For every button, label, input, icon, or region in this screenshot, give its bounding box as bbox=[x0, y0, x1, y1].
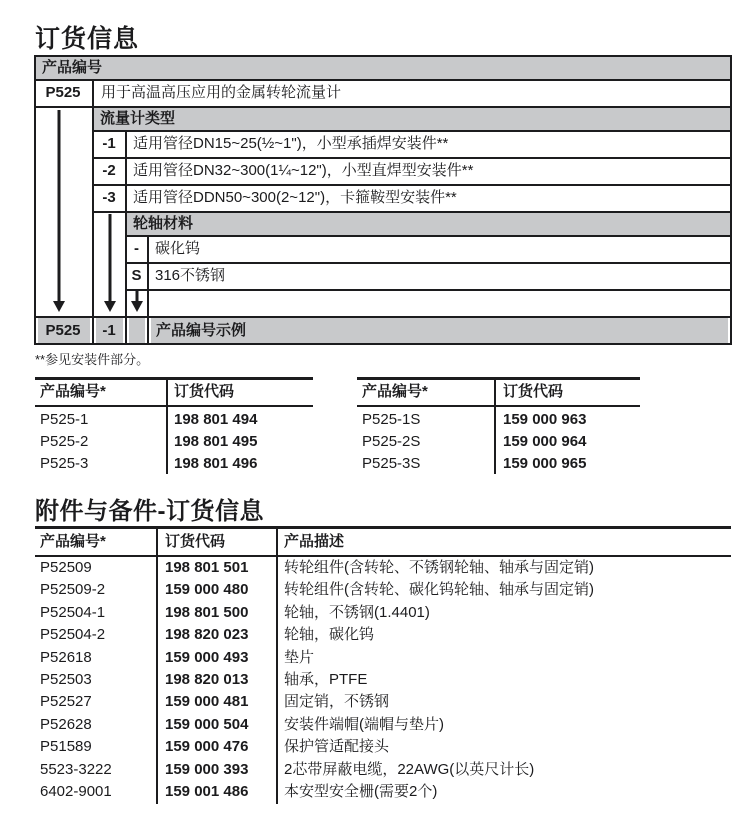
header-row-fill bbox=[34, 55, 732, 79]
option-desc-cell: 316不锈钢 bbox=[155, 267, 226, 284]
border bbox=[357, 405, 640, 407]
product-number-cell: 6402-9001 bbox=[40, 783, 112, 800]
product-desc-cell: 垫片 bbox=[284, 649, 315, 666]
option-desc-cell: 碳化钨 bbox=[155, 240, 201, 257]
header-row-fill bbox=[125, 211, 732, 235]
product-desc-cell: 轮轴，不锈钢(1.4401) bbox=[284, 604, 430, 621]
order-code-cell: 159 000 963 bbox=[503, 411, 587, 428]
border bbox=[34, 343, 732, 345]
header-row-fill bbox=[92, 106, 732, 130]
arrow-down-icon bbox=[103, 214, 117, 312]
border bbox=[125, 289, 732, 291]
option-code-cell: S bbox=[131, 267, 142, 284]
product-code-cell: P525 bbox=[45, 84, 81, 101]
product-number-cell: P52504-2 bbox=[40, 626, 106, 643]
product-number-cell: P525-1 bbox=[40, 411, 89, 428]
order-code-cell: 159 000 504 bbox=[165, 716, 249, 733]
group-header: 流量计类型 bbox=[100, 110, 176, 127]
product-desc-cell: 本安型安全栅(需要2个) bbox=[284, 783, 438, 800]
option-code-cell: - bbox=[134, 240, 139, 257]
border bbox=[35, 405, 313, 407]
border bbox=[35, 526, 731, 529]
order-code-cell: 198 801 494 bbox=[174, 411, 258, 428]
example-label: 产品编号示例 bbox=[156, 322, 247, 339]
product-number-cell: P52509-2 bbox=[40, 581, 106, 598]
order-code-cell: 159 001 486 bbox=[165, 783, 249, 800]
product-number-cell: 5523-3222 bbox=[40, 761, 112, 778]
order-code-cell: 198 801 495 bbox=[174, 433, 258, 450]
border bbox=[156, 526, 158, 804]
order-code-cell: 159 000 965 bbox=[503, 455, 587, 472]
column-header: 订货代码 bbox=[174, 383, 235, 400]
option-desc-cell: 适用管径DN15~25(½~1")，小型承插焊安装件** bbox=[133, 135, 449, 152]
product-desc-cell: 保护管适配接头 bbox=[284, 738, 390, 755]
order-code-cell: 159 000 476 bbox=[165, 738, 249, 755]
arrow-down-icon bbox=[130, 291, 144, 312]
order-code-cell: 198 801 500 bbox=[165, 604, 249, 621]
product-desc-cell: 轴承，PTFE bbox=[284, 671, 368, 688]
border bbox=[276, 526, 278, 804]
order-code-cell: 159 000 493 bbox=[165, 649, 249, 666]
product-number-cell: P52504-1 bbox=[40, 604, 106, 621]
arrow-down-icon bbox=[52, 110, 66, 312]
section-title-accessories: 附件与备件-订货信息 bbox=[35, 498, 264, 525]
product-number-cell: P525-2 bbox=[40, 433, 89, 450]
example-code-cell: -1 bbox=[102, 322, 116, 339]
product-desc-cell: 用于高温高压应用的金属转轮流量计 bbox=[101, 84, 342, 101]
footnote: **参见安装件部分。 bbox=[35, 352, 150, 367]
order-code-cell: 159 000 393 bbox=[165, 761, 249, 778]
order-code-cell: 198 820 023 bbox=[165, 626, 249, 643]
option-code-cell: -3 bbox=[102, 189, 116, 206]
column-header: 产品编号* bbox=[40, 383, 106, 400]
product-number-cell: P525-1S bbox=[362, 411, 421, 428]
product-number-cell: P525-3S bbox=[362, 455, 421, 472]
product-desc-cell: 轮轴，碳化钨 bbox=[284, 626, 375, 643]
order-code-cell: 198 801 501 bbox=[165, 559, 249, 576]
product-number-cell: P52618 bbox=[40, 649, 92, 666]
product-desc-cell: 转轮组件(含转轮、不锈钢轮轴、轴承与固定销) bbox=[284, 559, 594, 576]
product-number-cell: P52628 bbox=[40, 716, 92, 733]
column-header: 产品编号* bbox=[40, 533, 106, 550]
example-cell-fill bbox=[129, 318, 145, 343]
product-desc-cell: 转轮组件(含转轮、碳化钨轮轴、轴承与固定销) bbox=[284, 581, 594, 598]
product-number-cell: P525-2S bbox=[362, 433, 421, 450]
order-code-cell: 198 820 013 bbox=[165, 671, 249, 688]
product-desc-cell: 固定销，不锈钢 bbox=[284, 693, 390, 710]
product-number-cell: P52503 bbox=[40, 671, 92, 688]
order-code-cell: 159 000 480 bbox=[165, 581, 249, 598]
example-code-cell: P525 bbox=[45, 322, 81, 339]
border bbox=[34, 316, 732, 318]
product-number-cell: P52509 bbox=[40, 559, 92, 576]
option-desc-cell: 适用管径DN32~300(1¼~12")，小型直焊型安装件** bbox=[133, 162, 474, 179]
product-desc-cell: 2芯带屏蔽电缆，22AWG(以英尺计长) bbox=[284, 761, 535, 778]
option-code-cell: -2 bbox=[102, 162, 116, 179]
column-header: 订货代码 bbox=[503, 383, 564, 400]
border bbox=[166, 377, 168, 474]
column-header: 产品编号 bbox=[42, 59, 103, 76]
border bbox=[125, 235, 732, 237]
product-number-cell: P525-3 bbox=[40, 455, 89, 472]
order-code-cell: 198 801 496 bbox=[174, 455, 258, 472]
border bbox=[730, 55, 732, 345]
product-number-cell: P51589 bbox=[40, 738, 92, 755]
column-header: 产品编号* bbox=[362, 383, 428, 400]
border bbox=[494, 377, 496, 474]
product-desc-cell: 安装件端帽(端帽与垫片) bbox=[284, 716, 444, 733]
option-code-cell: -1 bbox=[102, 135, 116, 152]
order-code-cell: 159 000 481 bbox=[165, 693, 249, 710]
border bbox=[34, 55, 732, 57]
page-title: 订货信息 bbox=[35, 25, 140, 53]
option-desc-cell: 适用管径DDN50~300(2~12")，卡箍鞍型安装件** bbox=[133, 189, 457, 206]
column-header: 产品描述 bbox=[284, 533, 345, 550]
product-number-cell: P52527 bbox=[40, 693, 92, 710]
column-header: 订货代码 bbox=[165, 533, 226, 550]
group-header: 轮轴材料 bbox=[133, 215, 194, 232]
border bbox=[92, 79, 94, 345]
order-code-cell: 159 000 964 bbox=[503, 433, 587, 450]
